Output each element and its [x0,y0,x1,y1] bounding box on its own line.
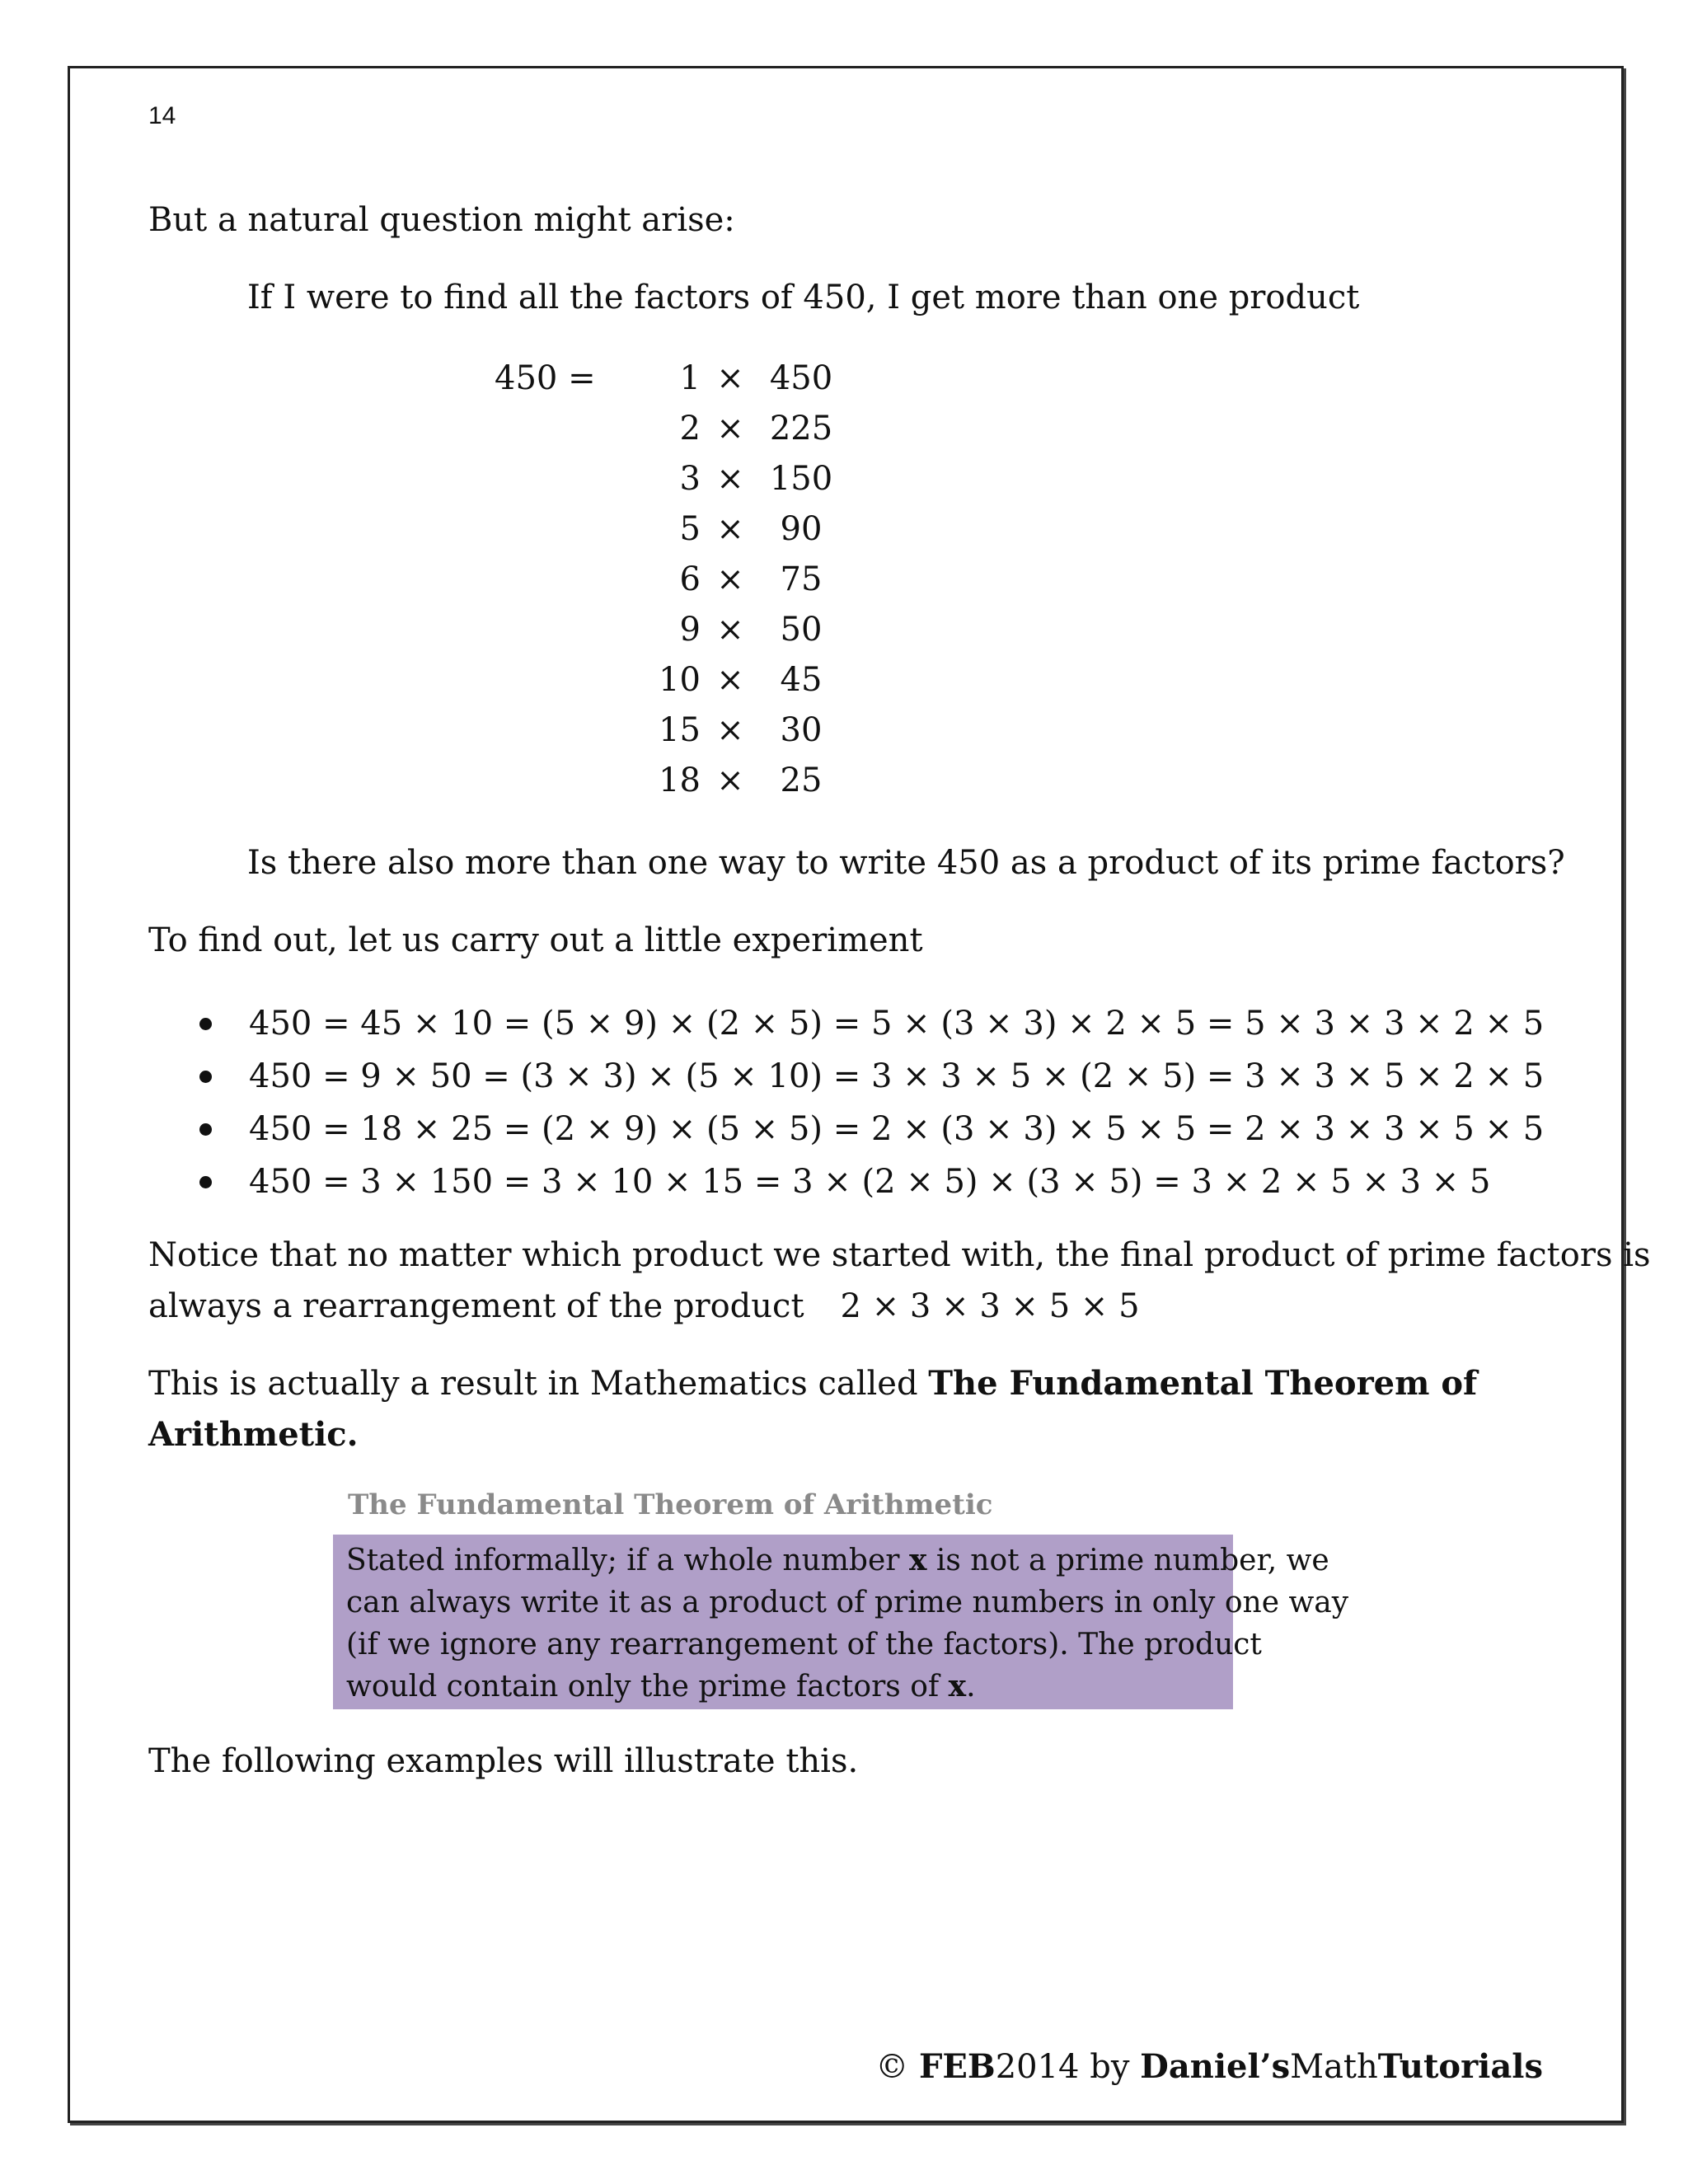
variable-x: x [948,1669,967,1704]
factor-b: 75 [780,560,823,598]
factor-lhs: 450 = [495,359,596,397]
table-row [495,403,842,453]
bullet-icon [199,1176,212,1188]
notice-line-1: Notice that no matter which product we started with, the final product of prime factors is [148,1236,1651,1274]
factor-lhs [495,504,626,554]
factor-a: 15 [659,710,701,749]
theorem-text: Stated informally; if a whole number [346,1544,909,1577]
result-paragraph [148,1358,1477,1460]
factor-lhs [495,554,626,604]
theorem-text: . [966,1670,976,1704]
factor-a: 2 [679,409,701,448]
factor-a: 10 [659,660,701,699]
multiply-sign: × [716,560,744,598]
bullet-icon [199,1071,212,1083]
theorem-name-cont: Arithmetic. [148,1415,359,1454]
copyright-icon: © [875,2048,909,2086]
notice-text: always a rearrangement of the product [148,1287,804,1325]
bullet-icon [199,1018,212,1030]
multiply-sign: × [716,660,744,699]
factor-b: 90 [780,509,823,548]
factor-lhs [495,403,626,453]
list-item [190,1050,1544,1103]
factor-b: 30 [780,710,823,749]
intro-text: But a natural question might arise: [148,201,735,239]
footer-author: Daniel’s [1140,2047,1291,2086]
factor-lhs [495,604,626,654]
factor-b: 450 [769,359,833,397]
question-factors: If I were to find all the factors of 450, I get more than one product [247,279,1360,316]
factor-table [495,353,842,805]
experiment-line: 450 = 9 × 50 = (3 × 3) × (5 × 10) = 3 × 3 × 5 × (2 × 5) = 3 × 3 × 5 × 2 × 5 [249,1057,1545,1095]
theorem-text: would contain only the prime factors of [346,1670,949,1704]
footer-math: Math [1290,2048,1378,2086]
factor-b: 45 [780,660,823,699]
closing-text: The following examples will illustrate this. [148,1742,859,1780]
experiment-intro: To find out, let us carry out a little experiment [148,921,923,959]
table-row [495,504,842,554]
multiply-sign: × [716,509,744,548]
table-row [495,654,842,705]
table-row [495,604,842,654]
multiply-sign: × [716,610,744,649]
factor-lhs [495,453,626,504]
table-row [495,755,842,805]
footer-tutorials: Tutorials [1377,2047,1543,2086]
notice-paragraph [148,1230,1651,1332]
theorem-line-2: can always write it as a product of prime numbers in only one way [346,1586,1349,1619]
list-item [190,997,1544,1050]
page-number: 14 [148,102,176,129]
question-prime-factors: Is there also more than one way to write 450 as a product of its prime factors? [247,844,1565,882]
factor-b: 50 [780,610,823,649]
notice-product: 2 × 3 × 3 × 5 × 5 [840,1287,1140,1325]
theorem-name: The Fundamental Theorem of [928,1364,1478,1403]
list-item [190,1155,1544,1208]
theorem-text: is not a prime number, we [926,1544,1329,1577]
table-row [495,353,842,403]
notice-line-2 [148,1281,1651,1332]
factor-a: 1 [679,359,701,397]
result-line-2 [148,1409,1477,1460]
footer-copyright [875,2047,1543,2086]
list-item [190,1103,1544,1155]
factor-a: 9 [679,610,701,649]
theorem-line-4 [346,1666,1220,1708]
factor-lhs [495,705,626,755]
multiply-sign: × [716,409,744,448]
factor-a: 5 [679,509,701,548]
factor-a: 6 [679,560,701,598]
footer-year: 2014 by [995,2048,1141,2086]
table-row [495,453,842,504]
multiply-sign: × [716,359,744,397]
factor-b: 225 [769,409,833,448]
theorem-line-3: (if we ignore any rearrangement of the factors). The product [346,1628,1262,1661]
theorem-title: The Fundamental Theorem of Arithmetic [348,1488,993,1521]
multiply-sign: × [716,459,744,498]
result-prefix: This is actually a result in Mathematics called [148,1365,929,1403]
table-row [495,554,842,604]
theorem-box [333,1535,1349,1709]
result-line-1 [148,1358,1477,1409]
factor-b: 25 [780,761,823,799]
factor-lhs [495,755,626,805]
factor-lhs [495,654,626,705]
experiment-line: 450 = 45 × 10 = (5 × 9) × (2 × 5) = 5 × (3 × 3) × 2 × 5 = 5 × 3 × 3 × 2 × 5 [249,1005,1545,1043]
theorem-line-1 [346,1540,1329,1582]
factor-b: 150 [769,459,833,498]
table-row [495,705,842,755]
factor-a: 18 [659,761,701,799]
experiment-line: 450 = 18 × 25 = (2 × 9) × (5 × 5) = 2 × (3 × 3) × 5 × 5 = 2 × 3 × 3 × 5 × 5 [249,1110,1545,1148]
experiment-list [190,997,1544,1208]
multiply-sign: × [716,710,744,749]
experiment-line: 450 = 3 × 150 = 3 × 10 × 15 = 3 × (2 × 5) × (3 × 5) = 3 × 2 × 5 × 3 × 5 [249,1163,1491,1201]
variable-x: x [908,1543,927,1577]
footer-month: FEB [919,2047,996,2086]
multiply-sign: × [716,761,744,799]
factor-a: 3 [679,459,701,498]
bullet-icon [199,1123,212,1136]
